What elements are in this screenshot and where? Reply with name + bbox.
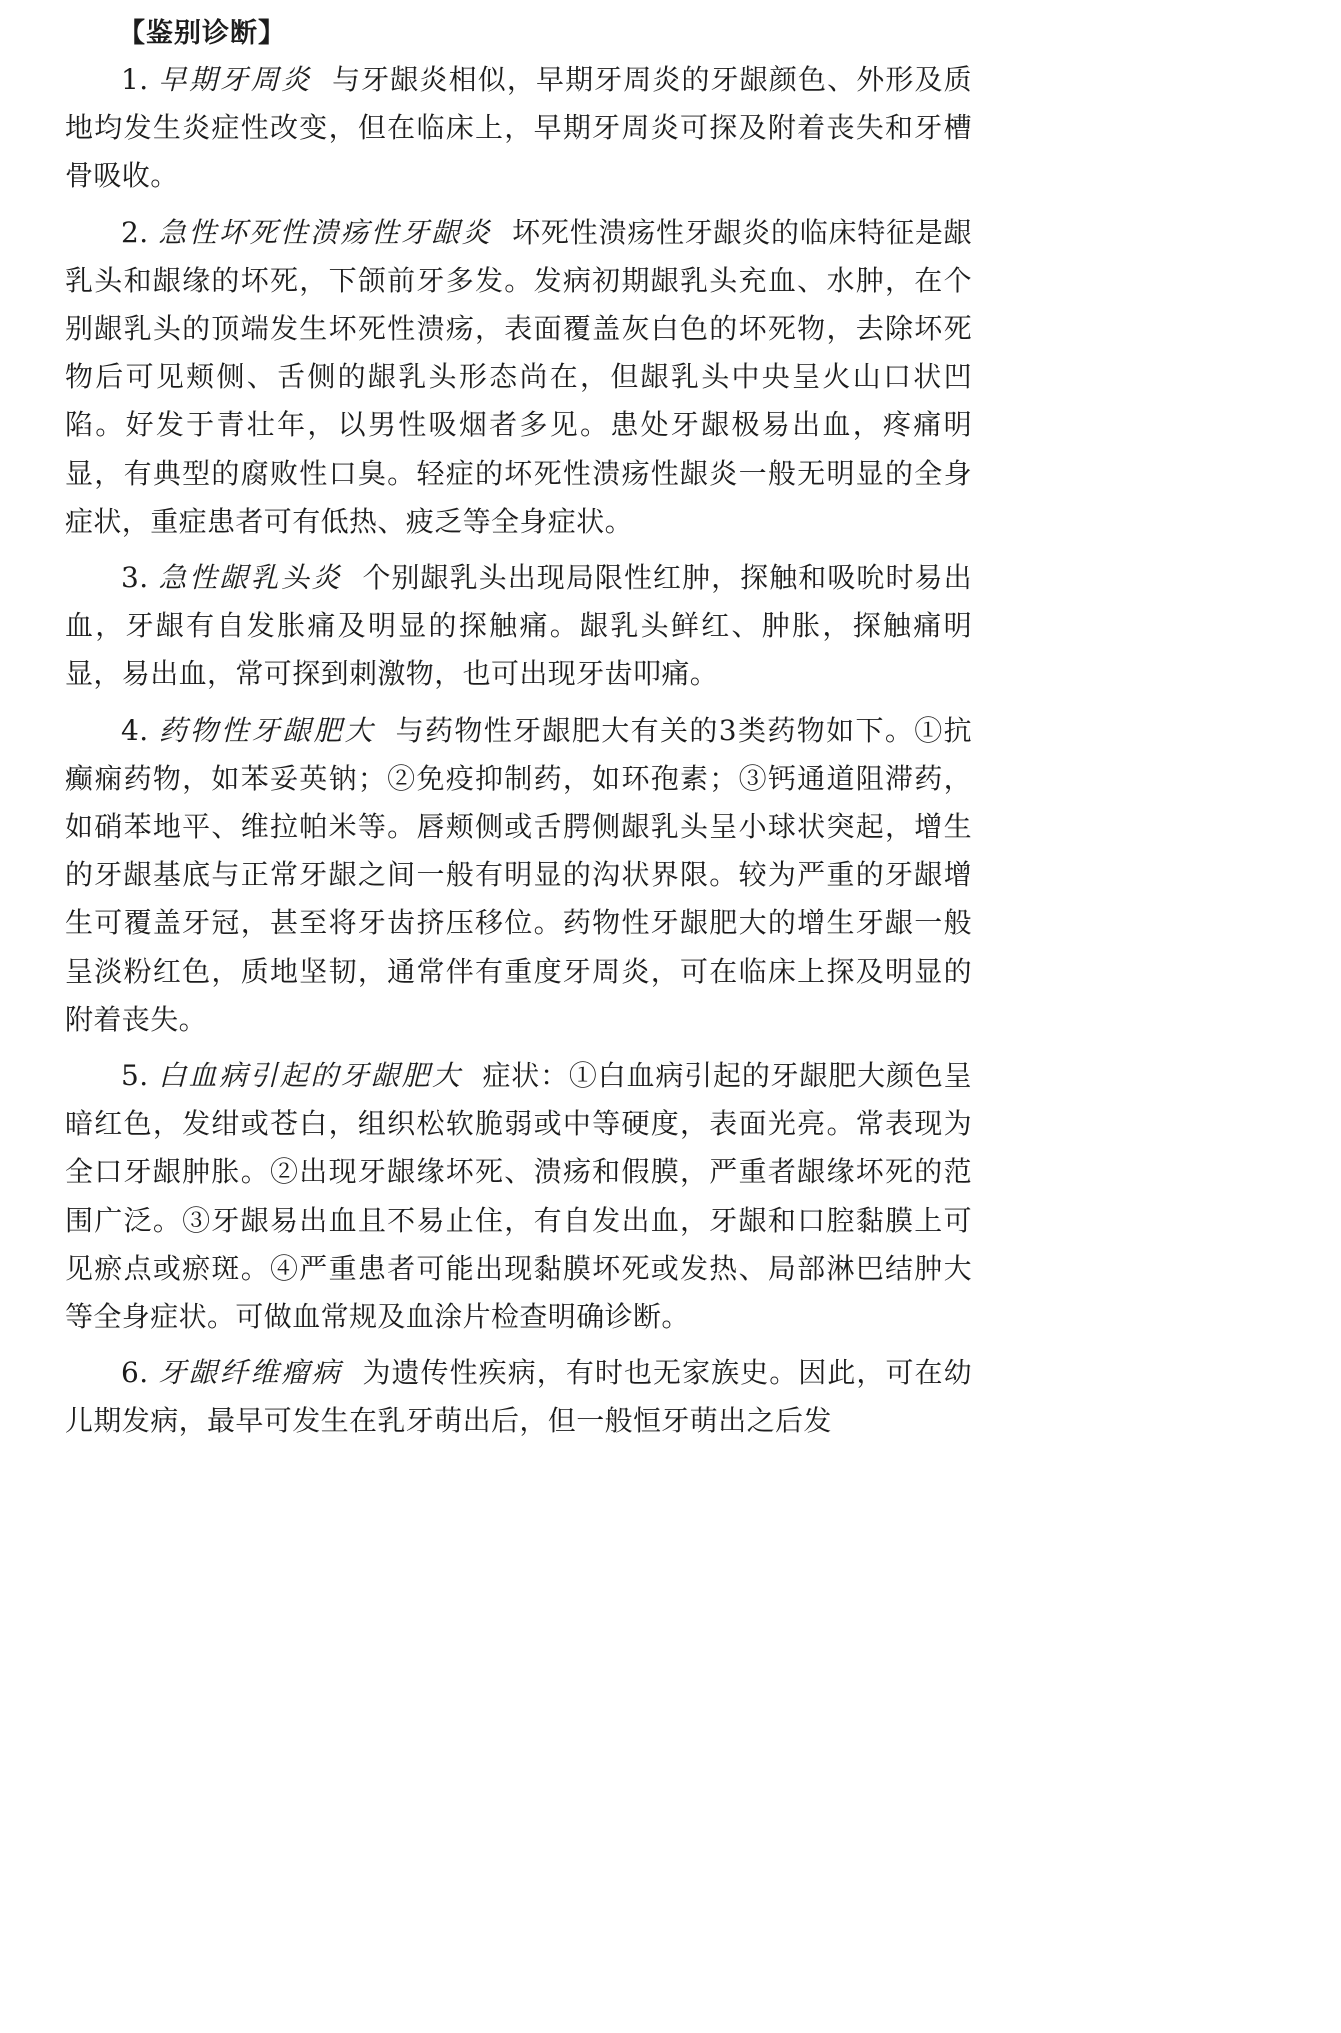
item-term: 白血病引起的牙龈肥大 — [158, 1059, 463, 1093]
item-number: 1. — [121, 63, 149, 96]
item-term: 急性坏死性溃疡性牙龈炎 — [158, 215, 493, 249]
item-number: 5. — [121, 1059, 149, 1093]
item-number: 6. — [121, 1356, 149, 1390]
diagnosis-item-1 — [65, 56, 972, 201]
item-number: 4. — [121, 713, 149, 747]
diagnosis-item-4 — [65, 707, 972, 1044]
item-number: 2. — [121, 215, 149, 249]
item-number: 3. — [121, 561, 149, 595]
item-text: 坏死性溃疡性牙龈炎的临床特征是龈乳头和龈缘的坏死，下颌前牙多发。发病初期龈乳头充血、水肿，在个别龈乳头的顶端发生坏死性溃疡，表面覆盖灰白色的坏死物，去除坏死物后可见颊侧、舌侧的龈乳头形态尚在，但龈乳头中央呈火山口状凹陷。好发于青壮年，以男性吸烟者多见。患处牙龈极易出血，疼痛明显，有典型的腐败性口臭。轻症的坏死性溃疡性龈炎一般无明显的全身症状，重症患者可有低热、疲乏等全身症状。 — [65, 215, 972, 538]
item-text: 与药物性牙龈肥大有关的3类药物如下。①抗癫痫药物，如苯妥英钠；②免疫抑制药，如环孢素；③钙通道阻滞药，如硝苯地平、维拉帕米等。唇颊侧或舌腭侧龈乳头呈小球状突起，增生的牙龈基底与正常牙龈之间一般有明显的沟状界限。较为严重的牙龈增生可覆盖牙冠，甚至将牙齿挤压移位。药物性牙龈肥大的增生牙龈一般呈淡粉红色，质地坚韧，通常伴有重度牙周炎，可在临床上探及明显的附着丧失。 — [65, 713, 972, 1036]
item-text: 症状：①白血病引起的牙龈肥大颜色呈暗红色，发绀或苍白，组织松软脆弱或中等硬度，表面光亮。常表现为全口牙龈肿胀。②出现牙龈缘坏死、溃疡和假膜，严重者龈缘坏死的范围广泛。③牙龈易出血且不易止住，有自发出血，牙龈和口腔黏膜上可见瘀点或瘀斑。④严重患者可能出现黏膜坏死或发热、局部淋巴结肿大等全身症状。可做血常规及血涂片检查明确诊断。 — [65, 1059, 972, 1334]
item-term: 急性龈乳头炎 — [158, 561, 343, 595]
diagnosis-item-6 — [65, 1349, 972, 1445]
item-term: 早期牙周炎 — [158, 63, 313, 96]
section-heading: 【鉴别诊断】 — [118, 18, 286, 49]
diagnosis-item-3 — [65, 554, 972, 699]
diagnosis-item-5 — [65, 1052, 972, 1341]
item-text: 个别龈乳头出现局限性红肿，探触和吸吮时易出血，牙龈有自发胀痛及明显的探触痛。龈乳头鲜红、肿胀，探触痛明显，易出血，常可探到刺激物，也可出现牙齿叩痛。 — [65, 561, 972, 691]
item-text: 为遗传性疾病，有时也无家族史。因此，可在幼儿期发病，最早可发生在乳牙萌出后，但一般恒牙萌出之后发 — [65, 1356, 972, 1438]
item-term: 药物性牙龈肥大 — [158, 713, 376, 747]
item-term: 牙龈纤维瘤病 — [158, 1356, 343, 1390]
diagnosis-item-2 — [65, 209, 972, 546]
item-text: 与牙龈炎相似，早期牙周炎的牙龈颜色、外形及质地均发生炎症性改变，但在临床上，早期牙周炎可探及附着丧失和牙槽骨吸收。 — [65, 63, 972, 193]
